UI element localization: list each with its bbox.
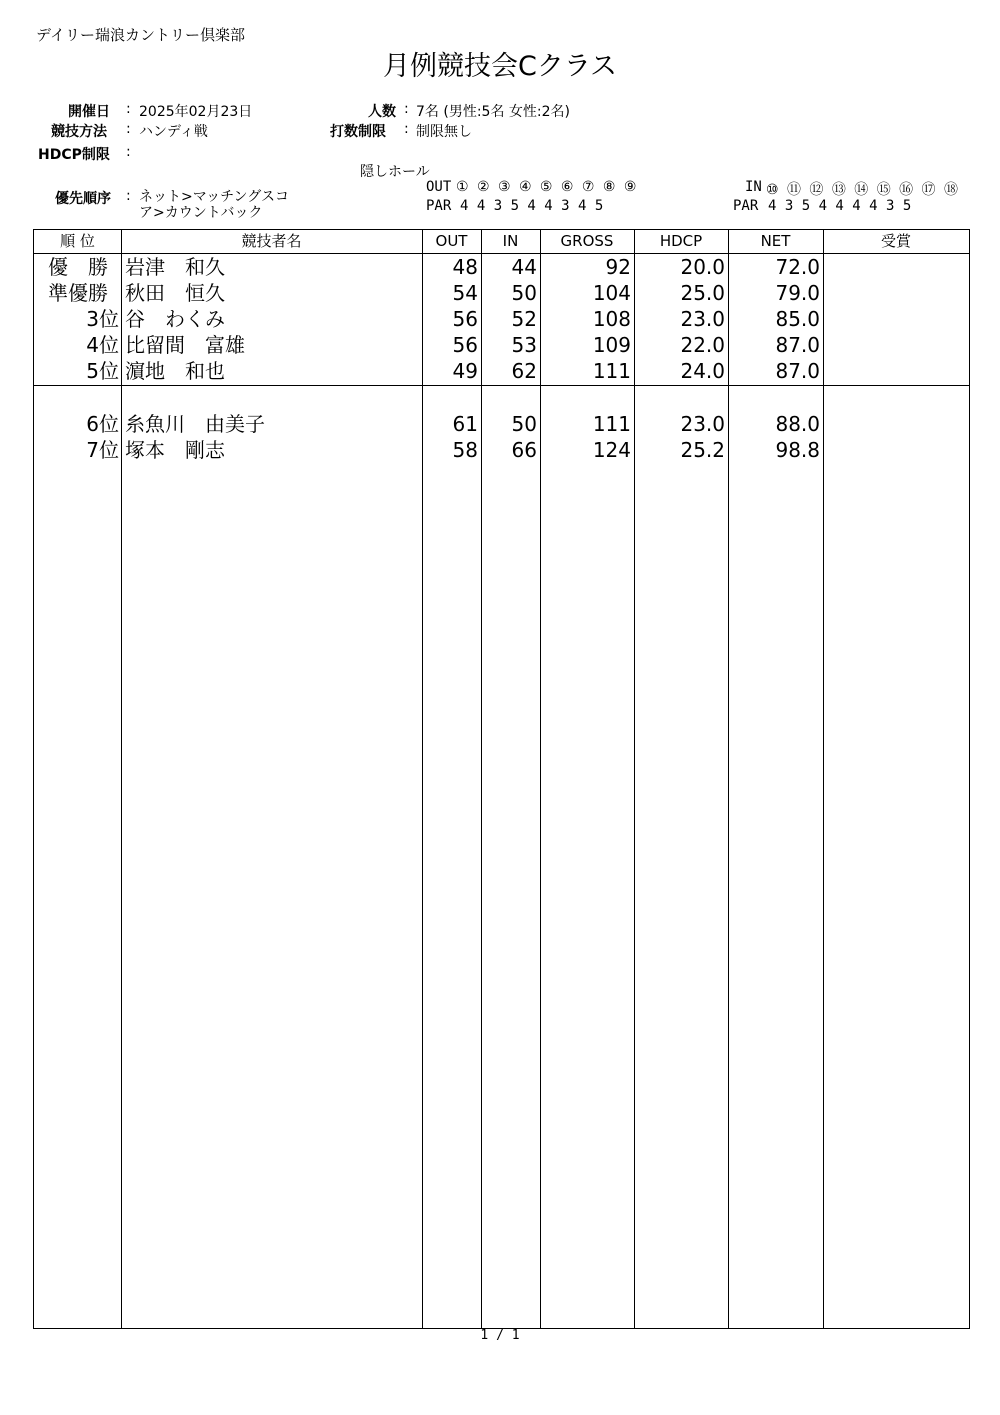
cell-net: 87.0	[775, 333, 820, 357]
cell-in: 50	[511, 412, 537, 436]
group-separator	[34, 385, 969, 386]
cell-name: 谷 わくみ	[125, 307, 225, 331]
cell-hdcp: 23.0	[680, 412, 725, 436]
cell-rank: 6位	[86, 412, 119, 436]
count-label: 人数	[368, 104, 396, 120]
cell-gross: 104	[592, 281, 631, 305]
cell-out: 49	[452, 359, 478, 383]
col-divider	[540, 230, 541, 1328]
cell-net: 87.0	[775, 359, 820, 383]
cell-net: 88.0	[775, 412, 820, 436]
cell-net: 85.0	[775, 307, 820, 331]
cell-award	[826, 437, 966, 463]
header-net: NET	[760, 232, 791, 250]
hidden-holes-label: 隠しホール	[360, 164, 430, 180]
table-row	[34, 411, 969, 437]
cell-in: 44	[511, 255, 537, 279]
cell-out: 54	[452, 281, 478, 305]
cell-name: 塚本 剛志	[125, 438, 225, 462]
cell-gross: 111	[592, 359, 631, 383]
date-sep: :	[126, 101, 131, 117]
cell-in: 52	[511, 307, 537, 331]
header-hdcp: HDCP	[659, 232, 703, 250]
priority-line1: ネット>マッチングスコ	[139, 189, 290, 205]
table-row	[34, 358, 969, 384]
cell-net: 98.8	[775, 438, 820, 462]
cell-name: 岩津 和久	[125, 255, 225, 279]
cell-in: 53	[511, 333, 537, 357]
cell-out: 56	[452, 307, 478, 331]
header-rank: 順 位	[60, 232, 95, 250]
in-holes: ⑩ ⑪ ⑫ ⑬ ⑭ ⑮ ⑯ ⑰ ⑱	[766, 182, 958, 198]
cell-in: 50	[511, 281, 537, 305]
stroke-limit-label: 打数制限	[330, 124, 386, 140]
header-name: 競技者名	[241, 232, 302, 250]
header-award: 受賞	[880, 232, 911, 250]
cell-rank: 準優勝	[48, 281, 108, 305]
hdcp-limit-sep: :	[126, 144, 131, 160]
col-divider	[121, 230, 122, 1328]
out-holes: ① ② ③ ④ ⑤ ⑥ ⑦ ⑧ ⑨	[456, 179, 637, 195]
cell-name: 秋田 恒久	[125, 281, 225, 305]
cell-rank: 優 勝	[48, 255, 108, 279]
header-out: OUT	[435, 232, 468, 250]
hdcp-limit-label: HDCP制限	[38, 147, 110, 163]
table-row	[34, 280, 969, 306]
cell-out: 56	[452, 333, 478, 357]
table-row	[34, 437, 969, 463]
col-divider	[728, 230, 729, 1328]
method-label: 競技方法	[51, 124, 107, 140]
results-table	[33, 229, 970, 1329]
in-par-label: PAR	[733, 198, 759, 214]
stroke-limit-sep: :	[404, 121, 409, 137]
count-value: 7名 (男性:5名 女性:2名)	[416, 104, 570, 120]
cell-award	[826, 306, 966, 332]
priority-line2: ア>カウントバック	[139, 205, 263, 221]
cell-gross: 108	[592, 307, 631, 331]
stroke-limit-value: 制限無し	[416, 124, 472, 140]
page-title: 月例競技会Cクラス	[382, 51, 618, 82]
in-pars: 4 3 5 4 4 4 4 3 5	[768, 198, 912, 214]
cell-in: 66	[511, 438, 537, 462]
cell-award	[826, 254, 966, 280]
in-label: IN	[745, 179, 762, 195]
col-divider	[634, 230, 635, 1328]
cell-hdcp: 22.0	[680, 333, 725, 357]
cell-net: 79.0	[775, 281, 820, 305]
cell-gross: 92	[605, 255, 631, 279]
header-in: IN	[502, 232, 519, 250]
cell-rank: 7位	[86, 438, 119, 462]
cell-name: 比留間 富雄	[125, 333, 245, 357]
club-name: デイリー瑞浪カントリー倶楽部	[36, 26, 245, 44]
cell-in: 62	[511, 359, 537, 383]
cell-gross: 109	[592, 333, 631, 357]
cell-rank: 4位	[86, 333, 119, 357]
method-sep: :	[126, 121, 131, 137]
cell-rank: 3位	[86, 307, 119, 331]
cell-award	[826, 332, 966, 358]
cell-award	[826, 358, 966, 384]
cell-hdcp: 25.2	[680, 438, 725, 462]
cell-gross: 124	[592, 438, 631, 462]
method-value: ハンディ戦	[139, 124, 208, 140]
out-pars: 4 4 3 5 4 4 3 4 5	[460, 198, 604, 214]
cell-hdcp: 23.0	[680, 307, 725, 331]
cell-out: 58	[452, 438, 478, 462]
col-divider	[422, 230, 423, 1328]
cell-rank: 5位	[86, 359, 119, 383]
cell-out: 48	[452, 255, 478, 279]
date-value: 2025年02月23日	[139, 104, 253, 120]
cell-net: 72.0	[775, 255, 820, 279]
out-par-label: PAR	[426, 198, 452, 214]
cell-hdcp: 25.0	[680, 281, 725, 305]
date-label: 開催日	[68, 104, 110, 120]
page-number: 1 / 1	[480, 1328, 520, 1343]
priority-sep: :	[126, 188, 131, 204]
table-row	[34, 332, 969, 358]
cell-name: 糸魚川 由美子	[125, 412, 265, 436]
table-row	[34, 306, 969, 332]
cell-hdcp: 20.0	[680, 255, 725, 279]
priority-label: 優先順序	[55, 191, 111, 207]
out-label: OUT	[426, 179, 452, 195]
cell-award	[826, 411, 966, 437]
header-gross: GROSS	[560, 232, 614, 250]
cell-out: 61	[452, 412, 478, 436]
table-row	[34, 254, 969, 280]
count-sep: :	[404, 101, 409, 117]
cell-award	[826, 280, 966, 306]
col-divider	[481, 230, 482, 1328]
cell-gross: 111	[592, 412, 631, 436]
col-divider	[823, 230, 824, 1328]
cell-hdcp: 24.0	[680, 359, 725, 383]
cell-name: 濵地 和也	[125, 359, 225, 383]
